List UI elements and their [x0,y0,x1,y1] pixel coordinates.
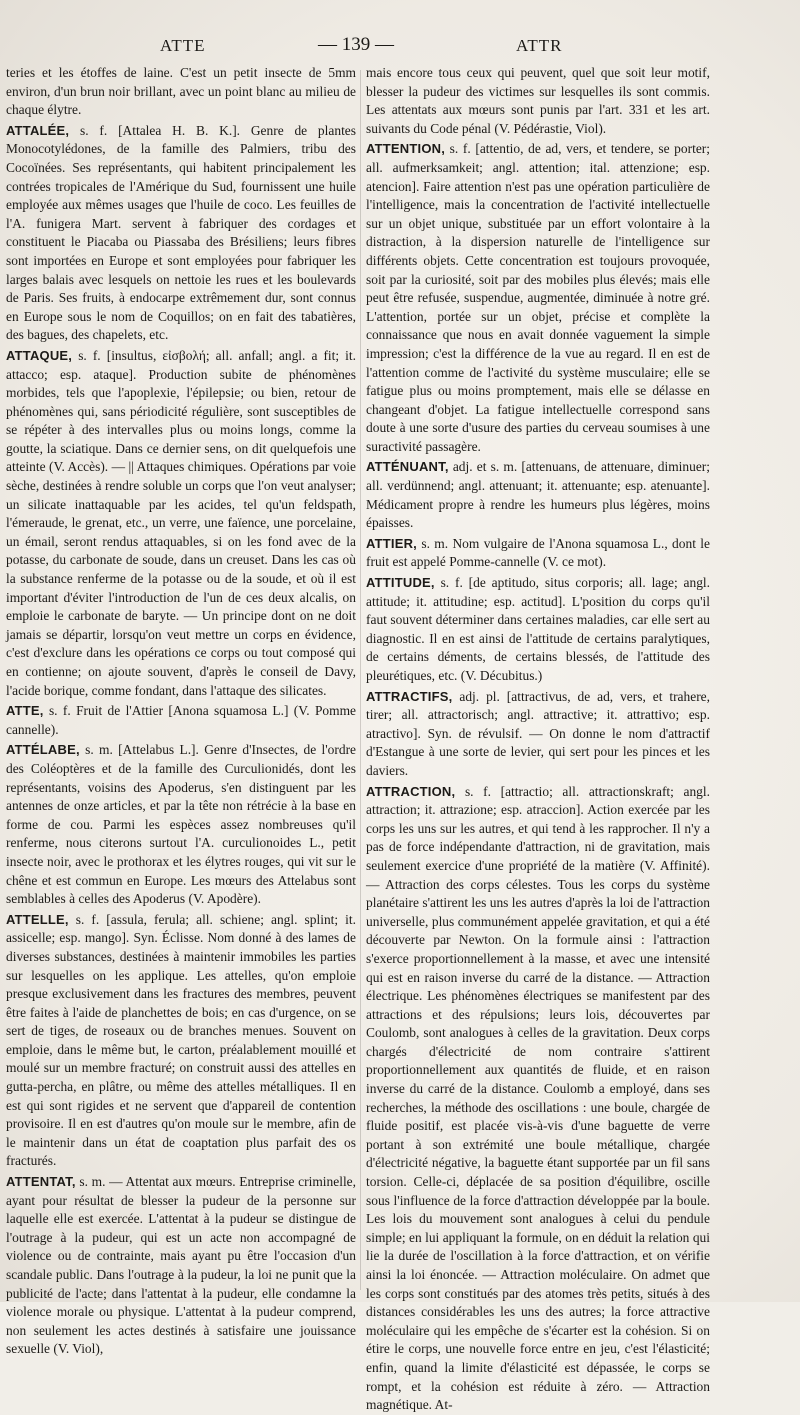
entry-text: s. f. [attractio; all. attractionskraft; angl. attraction; it. attrazione; esp. atraccion]. Action exercée par les corps les uns sur les autres, et qui tend à les rapprocher. Il n'y a pas de force indépendante d'attraction, ni de gravitation, mais seulement exercice d'une propriété de la matière (V. Affinité). — Attraction des corps célestes. Tous les corps du système planétaire s'attirent les uns les autres d'après la loi de l'attraction universelle, plus communément appelée gravitation, et qui a été découverte par Newton. On la formule ainsi : l'attraction s'exerce proportionnellement à la masse, et avec une intensité qui est en raison inverse du carré de la distance. — Attraction électrique. Les phénomènes électriques se manifestent par des attractions et des répulsions; leurs lois, découvertes par Coulomb, sont analogues à celles de la gravitation. Deux corps chargés d'électricité de nom contraire s'attirent proportionnellement aux quantités de fluide, et en raison inverse du carré de la distance. Coulomb a employé, dans ses recherches, la méthode des oscillations : une boule, chargée de fluide positif, est placée vis-à-vis d'une baguette de verre portant à son extrémité une boule métallique, chargée d'électricité négative, la baguette étant supportée par un fil sans torsion. Celle-ci, déplacée de sa position d'équilibre, oscille sous l'influence de la force d'attraction développée par la boule. Les lois du mouvement sont analogues à celui du pendule simple; en lui appliquant la formule, on en déduit la relation qui lie la durée de l'oscillation à la force d'attraction, et on vérifie ainsi la loi énoncée. — Attraction moléculaire. On admet que les corps sont constitués par des atomes très petits, situés à des distances considérables les uns des autres; la force attractive moléculaire qui les empêche de s'écarter est la cohésion. Si on étire le corps, une nouvelle force entre en jeu, c'est l'élasticité; enfin, quand la limite d'élasticité est dépassée, le corps se rompt, et la cohésion est réduite à zéro. — Attraction magnétique. At- [366,783,710,1413]
running-head-right: ATTR [516,36,563,55]
entry-headword: ATTE, [6,703,44,719]
entry-text: s. m. Nom vulgaire de l'Anona squamosa L., dont le fruit est appelé Pomme-cannelle (V. ce mot). [366,535,710,570]
entry-text: s. f. Fruit de l'Attier [Anona squamosa L.] (V. Pomme cannelle). [6,703,357,737]
entry-text: adj. et s. m. [attenuans, de attenuare, diminuer; all. verdünnend; angl. attenuant; it. attenuante; esp. atenuante]. Médicament propre à rendre les humeurs plus légères, moins épaisses. [366,459,710,531]
entry-headword: ATTRACTION, [366,783,456,799]
entry-headword: ATTIER, [366,535,417,551]
dictionary-entry [6,741,356,908]
dictionary-entry [366,783,710,1415]
entry-text: s. m. [Attelabus L.]. Genre d'Insectes, de l'ordre des Coléoptères et de la famille des Curculionidés, dont les représentants, voisins des Apoderus, s'en distinguent par les antennes de onze articles, et par la tête non rétrécie à la base en forme de cou. Parmi les espèces assez nombreuses qu'il renferme, nous citerons surtout l'A. curculionoides L., petit insecte noir, avec le prothorax et les élytres rouges, qui vit sur le chêne et est commun en Europe. Les mœurs des Attelabus sont semblables à celles des Apoderus (V. Apodère). [6,742,357,907]
entry-text: mais encore tous ceux qui peuvent, quel que soit leur motif, blesser la pudeur des victimes sur lesquelles ils sont commis. Les attentats aux mœurs sont punis par l'art. 331 et les art. suivants du Code pénal (V. Pédérastie, Viol). [366,65,710,136]
dictionary-entry [366,574,710,686]
dictionary-entry [366,688,710,781]
left-column [6,64,357,1357]
dictionary-entry [6,911,356,1171]
entry-headword: ATTELLE, [6,911,69,927]
entry-text: teries et les étoffes de laine. C'est un petit insecte de 5mm environ, d'un brun noir brillant, avec un point blanc au milieu de chaque élytre. [6,65,356,118]
entry-headword: ATTENTAT, [6,1174,76,1190]
entry-text: s. f. [assula, ferula; all. schiene; angl. splint; it. assicelle; esp. mango]. Syn. Éclisse. Nom donné à des lames de diverses substances, destinées à maintenir immobiles les parties sur lesquelles on les applique. Les attelles, qu'on emploie presque exclusivement dans les fractures des membres, peuvent être faites à l'aide de planchettes de bois; en cas d'urgence, on se sert de tiges, de roseaux ou de branches menues. Souvent on emploie, dans le même but, le carton, préalablement mouillé et moulé sur un membre fracturé; on construit aussi des attelles en gutta-percha, en plâtre, ou même des attelles métalliques. Il en est qui sont rigides et ne servent que d'appareil de contention provisoire. Il en est d'autres qu'on moule sur le membre, afin de le maintenir dans un état de coaptation plus parfait des os fracturés. [6,911,356,1169]
dictionary-entry [366,535,710,572]
dictionary-entry [366,64,710,138]
entry-headword: ATTÉLABE, [6,742,80,758]
dictionary-entry [6,1173,356,1359]
entry-headword: ATTRACTIFS, [366,688,453,704]
entry-headword: ATTALÉE, [6,122,70,138]
entry-text: adj. pl. [attractivus, de ad, vers, et trahere, tirer; all. attractorisch; angl. attractive; it. attrattivo; esp. atractivo]. Syn. de révulsif. — On donne le nom d'attractif d'Estangue à une sorte de levier, qui sert pour les pinces et les daviers. [366,688,710,778]
dictionary-entry [6,702,356,739]
entry-text: s. m. — Attentat aux mœurs. Entreprise criminelle, ayant pour résultat de blesser la pudeur de la personne sur laquelle elle est exercée. L'attentat à la pudeur se distingue de l'outrage à la pudeur, qui est un acte non accompagné de violence ou de contrainte, mais ayant pu être l'occasion d'un scandale public. Dans l'outrage à la pudeur, la loi ne punit que la publicité de l'acte; dans l'attentat à la pudeur, elle condamne la violence morale ou physique. L'attentat à la pudeur comprend, non seulement les actes destinés à satisfaire une jouissance sexuelle (V. Viol), [6,1174,357,1357]
page-number: — 139 — [318,34,394,55]
running-head-left: ATTE [160,36,206,55]
entry-text: s. f. [de aptitudo, situs corporis; all. lage; angl. attitude; it. attitudine; esp. actitud]. L'position du corps qu'il faut souvent déterminer dans certaines maladies, car elle sert au diagnostic. Il en est ainsi de l'attitude de certains paralytiques, de certains déments, de certains blessés, de l'attitude des pleurétiques, etc. (V. Décubitus.) [366,575,711,683]
dictionary-entry [6,347,356,700]
entry-headword: ATTÉNUANT, [366,459,449,475]
page-header [0,30,800,60]
right-column [366,64,711,1413]
column-divider [360,70,361,1290]
entry-text: s. f. [Attalea H. B. K.]. Genre de plantes Monocotylédones, de la famille des Palmiers, tribu des Cocoïnées. Ses représentants, qui habitent principalement les contrées tropicales de l'Amérique du Sud, fournissent une huile employée aux mêmes usages que l'huile de coco. Les feuilles de l'A. funigera Mart. servent à fabriquer des cordages et constituent le Piacaba ou Piassaba des Brésiliens; leurs fibres sont importées en Europe et sont employées pour fabriquer les larges balais avec lesquels on nettoie les rues et les boulevards de Paris. Ses fruits, à endocarpe extrêmement dur, sont connus en Europe sous le nom de Coquillos; on en fait des tabatières, des bagues, des chapelets, etc. [6,122,356,343]
dictionary-entry [6,122,356,345]
entry-text: s. f. [insultus, εἰσβολή; all. anfall; angl. a fit; it. attacco; esp. ataque]. Production subite de phénomènes morbides, tels que l'apoplexie, l'épilepsie; ou bien, retour de phénomènes qui, sans périodicité régulière, sont susceptibles de se répéter à des intervalles plus ou moins longs, comme la goutte, la sciatique. Dans ce dernier sens, on dit quelquefois une atteinte (V. Accès). — || Attaques chimiques. Opérations par voie sèche, destinées à rendre soluble un corps que l'on veut analyser; un silicate inattaquable par les acides, tel qu'un feldspath, l'émeraude, le grenat, etc., un verre, une faïence, une porcelaine, un émail, seront rendus attaquables, si on les fond avec de la potasse, du carbonate de soude, dans un creuset. Dans les cas où la substance renferme de la potasse ou de la soude, et où il est important d'éviter l'introduction de l'un de ces deux alcalis, on emploie le carbonate de baryte. — Un principe dont on ne doit jamais se départir, lorsqu'on veut mettre un corps en évidence, c'est d'exclure dans les opérations ce corps ou tout composé qui en contienne; on ajoute souvent, d'après le conseil de Davy, l'acide borique, comme fondant, dans l'attaque des silicates. [6,347,357,698]
dictionary-entry [366,458,710,532]
entry-headword: ATTENTION, [366,141,446,157]
dictionary-entry [366,140,710,456]
entry-headword: ATTAQUE, [6,347,73,363]
entry-headword: ATTITUDE, [366,575,435,591]
dictionary-entry [6,64,356,120]
entry-text: s. f. [attentio, de ad, vers, et tendere, se porter; all. aufmerksamkeit; angl. attention; ital. attenzione; esp. atencion]. Faire attention n'est pas une opération particulière de l'intelligence, mais la concentration de l'activité intellectuelle sur un objet unique, substituée par un effort volontaire à la distraction, à la dispersion naturelle de l'intelligence sur différents objets. Cette concentration est toujours provoquée, soit par la curiosité, soit par des mobiles plus élevés; mais elle peut être refusée, suspendue, augmentée, diminuée à notre gré. L'attention, portée sur un objet, précise et complète la connaissance que nous en avait donnée vaguement la simple impression; c'est la différence de la vue au regard. Il en est de l'attention comme de l'activité du système musculaire; elle se fatigue plus ou moins promptement, mais elle se délasse en changeant d'objet. La fatigue intellectuelle correspond sans doute à une sorte d'usure des parties du cerveau soumises à une suractivité passagère. [366,141,711,454]
